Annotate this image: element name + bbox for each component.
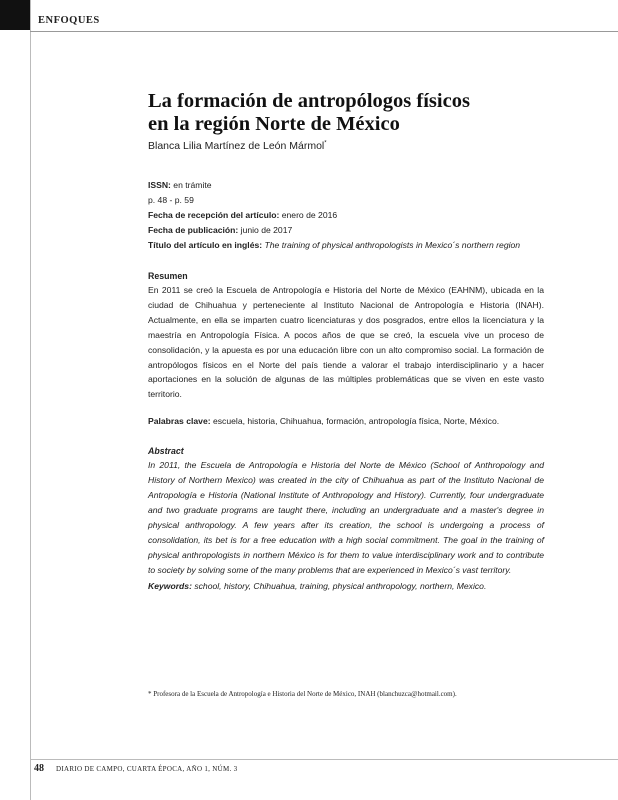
- english-title-label: Título del artículo en inglés:: [148, 240, 263, 250]
- pages-line: p. 48 - p. 59: [148, 195, 194, 205]
- english-title-line: [148, 238, 544, 253]
- palabras-clave-label: Palabras clave:: [148, 416, 211, 427]
- received-value: enero de 2016: [279, 210, 338, 220]
- title-line-2: en la región Norte de México: [148, 113, 400, 135]
- header-rule: [30, 31, 618, 32]
- published-label: Fecha de publicación:: [148, 225, 239, 235]
- palabras-clave: [148, 414, 544, 428]
- published-line: [148, 223, 544, 238]
- english-title-value: The training of physical anthropologists in Mexico´s northern region: [262, 240, 521, 250]
- article-title: [148, 90, 544, 136]
- resumen-text: En 2011 se creó la Escuela de Antropología e Historia del Norte de México (EAHNM), ubicada en la ciudad de Chihuahua y perteneciente al Instituto Nacional de Antropología e Historia (INAH). Actualmente, en ella se imparten cuatro licenciaturas y dos posgrados, entre ellos la licenciatura y la maestría en Antropología Física. A pocos años de que se creó, la escuela vive un proceso de consolidación, y la apuesta es por una educación libre con un alto compromiso social. La formación de antropólogos físicos en el Norte del país tiende a valorar el trabajo interdisciplinario y a hacer aportaciones en la solución de algunas de las múltiples problemáticas que se viven en este vasto territorio.: [148, 285, 544, 400]
- section-tag: ENFOQUES: [38, 15, 100, 26]
- author-footnote-mark: *: [324, 140, 327, 147]
- received-line: [148, 208, 544, 223]
- abstract-text: In 2011, the Escuela de Antropología e Historia del Norte de México (School of Anthropology and History of Northern Mexico) was created in the city of Chihuahua as part of the Instituto Nacional de Antropología e Historia (National Institute of Anthropology and History). Currently, four undergraduate and two graduate programs are taught there, including an undergraduate and a master's degree in physical anthropology. A few years after its creation, the school is undergoing a process of consolidation, its bet is for a free education with a high social commitment. The goal in the training of physical anthropologists in northern México is for them to value interdisciplinary work and to contribute to society by solving some of the many problems that are experienced in Mexico´s vast territory.: [148, 460, 544, 575]
- article-content: [148, 90, 544, 591]
- journal-running-footer: DIARIO DE CAMPO, CUARTA ÉPOCA, AÑO 1, NÚM. 3: [56, 765, 238, 773]
- margin-rule: [30, 0, 31, 800]
- issn-line: [148, 178, 544, 193]
- footer-rule: [30, 759, 618, 760]
- abstract-heading: Abstract: [148, 446, 184, 457]
- keywords-value: school, history, Chihuahua, training, physical anthropology, northern, Mexico.: [191, 580, 487, 591]
- article-metadata: [148, 178, 544, 253]
- palabras-clave-value: escuela, historia, Chihuahua, formación, antropología física, Norte, México.: [210, 416, 500, 427]
- keywords-label: Keywords:: [148, 580, 192, 591]
- published-value: junio de 2017: [238, 225, 293, 235]
- page-number: 48: [34, 763, 44, 774]
- received-label: Fecha de recepción del artículo:: [148, 210, 280, 220]
- resumen-heading: Resumen: [148, 271, 188, 281]
- issn-label: ISSN:: [148, 180, 171, 190]
- author: [148, 140, 544, 152]
- issn-value: en trámite: [170, 180, 212, 190]
- title-line-1: La formación de antropólogos físicos: [148, 90, 470, 112]
- keywords-english: [148, 581, 544, 591]
- corner-block: [0, 0, 30, 30]
- author-name: Blanca Lilia Martínez de León Mármol: [148, 140, 325, 152]
- footnote: * Profesora de la Escuela de Antropología e Historia del Norte de México, INAH (blanchuzca@hotmail.com).: [148, 690, 457, 698]
